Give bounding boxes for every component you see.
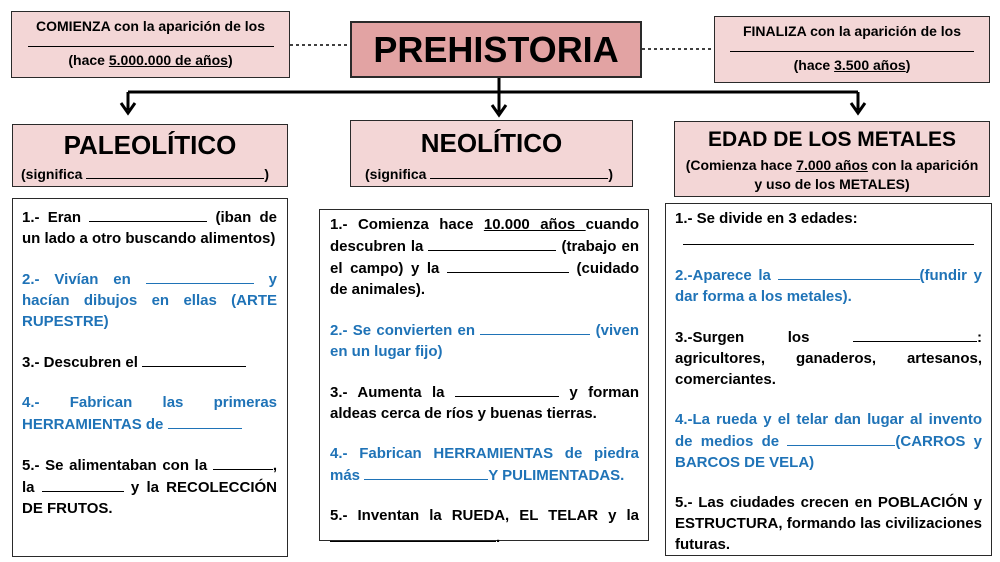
metales-blank-2[interactable] <box>778 264 920 280</box>
paleolitico-item-2: 2.- Vivían en y hacían dibujos en ellas (ARTE RUPESTRE) <box>22 268 277 332</box>
neolitico-item-5: 5.- Inventan la RUEDA, EL TELAR y la . <box>330 507 639 546</box>
metales-title: EDAD DE LOS METALES <box>707 128 957 151</box>
metales-header <box>674 121 990 197</box>
neolitico-title: NEOLÍTICO <box>420 128 563 158</box>
end-text: FINALIZA con la aparición de los <box>742 23 962 39</box>
paleolitico-blank-4[interactable] <box>168 413 242 429</box>
neolitico-list <box>319 209 649 546</box>
paleolitico-blank-1[interactable] <box>89 206 207 222</box>
metales-blank-4[interactable] <box>787 430 895 446</box>
page-title: PREHISTORIA <box>373 29 619 70</box>
neolitico-blank-1b[interactable] <box>447 257 569 273</box>
end-blank[interactable] <box>730 47 974 52</box>
metales-blank-3[interactable] <box>853 326 977 342</box>
neolitico-item-2: 2.- Se convierten en (viven en un lugar fijo) <box>330 319 639 362</box>
paleolitico-item-3: 3.- Descubren el <box>22 351 277 373</box>
start-box <box>11 11 290 78</box>
metales-item-5: 5.- Las ciudades crecen en POBLACIÓN y ESTRUCTURA, formando las civilizaciones futuras. <box>675 494 982 553</box>
end-years-line: (hace 3.500 años) <box>793 57 911 73</box>
neolitico-item-1: 1.- Comienza hace 10.000 años cuando descubren la (trabajo en el campo) y la (cuidado de animales). <box>330 216 639 298</box>
paleolitico-meaning-blank[interactable] <box>86 164 264 179</box>
neolitico-item-4: 4.- Fabrican HERRAMIENTAS de piedra más Y PULIMENTADAS. <box>330 445 639 484</box>
neolitico-meaning: (significa ) <box>365 166 614 182</box>
start-years: 5.000.000 de años <box>108 52 228 68</box>
paleolitico-list <box>12 198 288 557</box>
neolitico-blank-3[interactable] <box>455 381 559 397</box>
neolitico-item-3: 3.- Aumenta la y forman aldeas cerca de ríos y buenas tierras. <box>330 381 639 424</box>
start-text: COMIENZA con la aparición de los <box>36 18 265 34</box>
paleolitico-blank-3[interactable] <box>142 351 246 367</box>
end-years: 3.500 años <box>834 57 906 73</box>
neolitico-header <box>350 120 633 187</box>
paleolitico-meaning: (significa ) <box>21 166 270 182</box>
paleolitico-item-5: 5.- Se alimentaban con la , la y la RECOLECCIÓN DE FRUTOS. <box>22 454 277 519</box>
neolitico-blank-1a[interactable] <box>428 235 556 251</box>
start-blank[interactable] <box>28 42 274 47</box>
paleolitico-title: PALEOLÍTICO <box>63 130 237 160</box>
paleolitico-header <box>12 124 288 187</box>
neolitico-blank-4[interactable] <box>364 464 488 480</box>
metales-item-4: 4.-La rueda y el telar dan lugar al invento de medios de (CARROS y BARCOS DE VELA) <box>675 411 982 471</box>
neolitico-years: 10.000 años <box>483 216 586 233</box>
end-box <box>714 16 990 83</box>
start-years-line: (hace 5.000.000 de años) <box>68 52 233 68</box>
neolitico-blank-2[interactable] <box>480 319 590 335</box>
metales-list <box>665 203 992 556</box>
paleolitico-item-1: 1.- Eran (iban de un lado a otro buscando alimentos) <box>22 206 277 249</box>
title-box <box>350 21 642 78</box>
neolitico-meaning-blank[interactable] <box>430 164 608 179</box>
metales-item-3: 3.-Surgen los : agricultores, ganaderos, artesanos, comerciantes. <box>675 326 982 390</box>
metales-subtitle: (Comienza hace 7.000 años con la aparición y uso de los METALES) <box>685 157 979 192</box>
metales-item-2: 2.-Aparece la (fundir y dar forma a los metales). <box>675 264 982 307</box>
paleolitico-item-4: 4.- Fabrican las primeras HERRAMIENTAS de <box>22 394 277 433</box>
paleolitico-blank-2[interactable] <box>146 268 254 284</box>
paleolitico-blank-5a[interactable] <box>213 454 273 470</box>
paleolitico-blank-5b[interactable] <box>42 476 124 492</box>
metales-years: 7.000 años <box>796 157 868 173</box>
neolitico-blank-5[interactable] <box>330 526 496 542</box>
metales-blank-1[interactable] <box>683 236 974 245</box>
metales-item-1: 1.- Se divide en 3 edades: <box>675 210 858 227</box>
